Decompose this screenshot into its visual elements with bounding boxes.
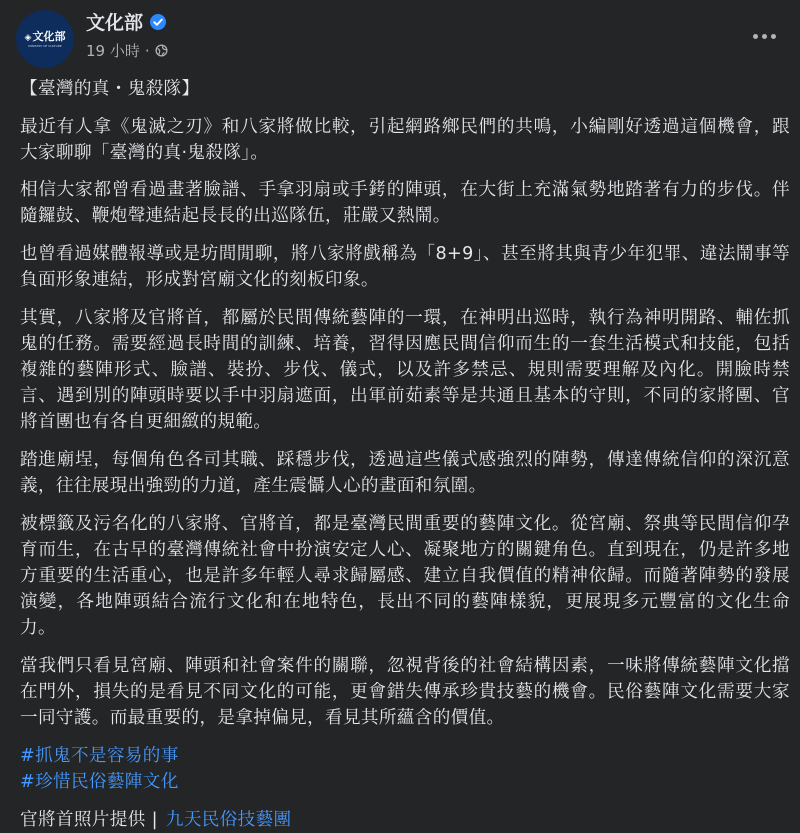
post-paragraph-1: 最近有人拿《鬼滅之刃》和八家將做比較，引起網路鄉民們的共鳴，小編剛好透過這個機會，跟大家聊聊「臺灣的真·鬼殺隊」。 <box>20 116 790 163</box>
post-header <box>0 0 800 72</box>
post-paragraph-4: 其實，八家將及官將首，都屬於民間傳統藝陣的一環，在神明出巡時，執行為神明開路、輔佐抓鬼的任務。需要經過長時間的訓練、培養，習得因應民間信仰而生的一套生活模式和技能，包括複雜的藝陣形式、臉譜、裝扮、步伐、儀式，以及許多禁忌、規則需要理解及內化。開臉時禁言、遇到別的陣頭時要以手中羽扇遮面，出軍前茹素等是共通且基本的守則，不同的家將團、官將首團也有各自更細緻的規範。 <box>20 307 790 433</box>
page-name-text[interactable]: 文化部 <box>86 12 144 34</box>
post-paragraph-3: 也曾看過媒體報導或是坊間閒聊，將八家將戲稱為「8+9」、甚至將其與青少年犯罪、違法鬧事等負面形象連結，形成對宮廟文化的刻板印象。 <box>20 243 790 291</box>
meta-separator: · <box>144 41 150 60</box>
hashtag-link[interactable]: #珍惜民俗藝陣文化 <box>20 772 179 793</box>
logo-icon: ◈ <box>24 32 32 43</box>
photo-credit-link[interactable]: 九天民俗技藝團 <box>165 809 292 830</box>
page-name[interactable] <box>86 8 166 35</box>
page-logo <box>25 31 66 48</box>
photo-credit <box>20 807 790 833</box>
hashtag-link[interactable]: #抓鬼不是容易的事 <box>20 745 179 766</box>
post-paragraph-2: 相信大家都曾看過畫著臉譜、手拿羽扇或手銬的陣頭，在大街上充滿氣勢地踏著有力的步伐。伴隨鑼鼓、鞭炮聲連結起長長的出巡隊伍，莊嚴又熱鬧。 <box>20 180 790 227</box>
post-title: 【臺灣的真・鬼殺隊】 <box>20 79 200 99</box>
more-horizontal-icon <box>753 34 776 39</box>
post-paragraph-6: 被標籤及污名化的八家將、官將首，都是臺灣民間重要的藝陣文化。從宮廟、祭典等民間信仰孕育而生，在古早的臺灣傳統社會中扮演安定人心、凝聚地方的關鍵角色。直到現在，仍是許多地方重要的生活重心，也是許多年輕人尋求歸屬感、建立自我價值的精神依歸。而隨著陣勢的發展演變，各地陣頭結合流行文化和在地特色，長出不同的藝陣樣貌，更展現多元豐富的文化生命力。 <box>20 513 790 639</box>
photo-credit-separator: | <box>151 809 158 830</box>
post-body <box>20 76 790 833</box>
post-meta <box>86 40 168 61</box>
avatar-subtext: MINISTRY OF CULTURE <box>28 43 62 48</box>
timestamp[interactable]: 19 小時 <box>86 42 140 60</box>
post-paragraph-7: 當我們只看見宮廟、陣頭和社會案件的關聯，忽視背後的社會結構因素，一味將傳統藝陣文化擋在門外，損失的是看見不同文化的可能，更會錯失傳承珍貴技藝的機會。民俗藝陣文化需要大家一同守護。而最重要的，是拿掉偏見，看見其所蘊含的價值。 <box>20 655 790 729</box>
avatar-text: 文化部 <box>32 29 66 43</box>
more-options-button[interactable] <box>746 22 782 50</box>
post-paragraph-5: 踏進廟埕，每個角色各司其職、踩穩步伐，透過這些儀式感強烈的陣勢，傳達傳統信仰的深沉意義，往往展現出強勁的力道，產生震懾人心的畫面和氛圍。 <box>20 449 790 497</box>
globe-icon <box>155 44 168 57</box>
verified-badge-icon <box>150 14 166 30</box>
avatar[interactable] <box>16 10 74 68</box>
hashtag-list <box>20 743 790 795</box>
photo-credit-label: 官將首照片提供 <box>20 809 146 830</box>
